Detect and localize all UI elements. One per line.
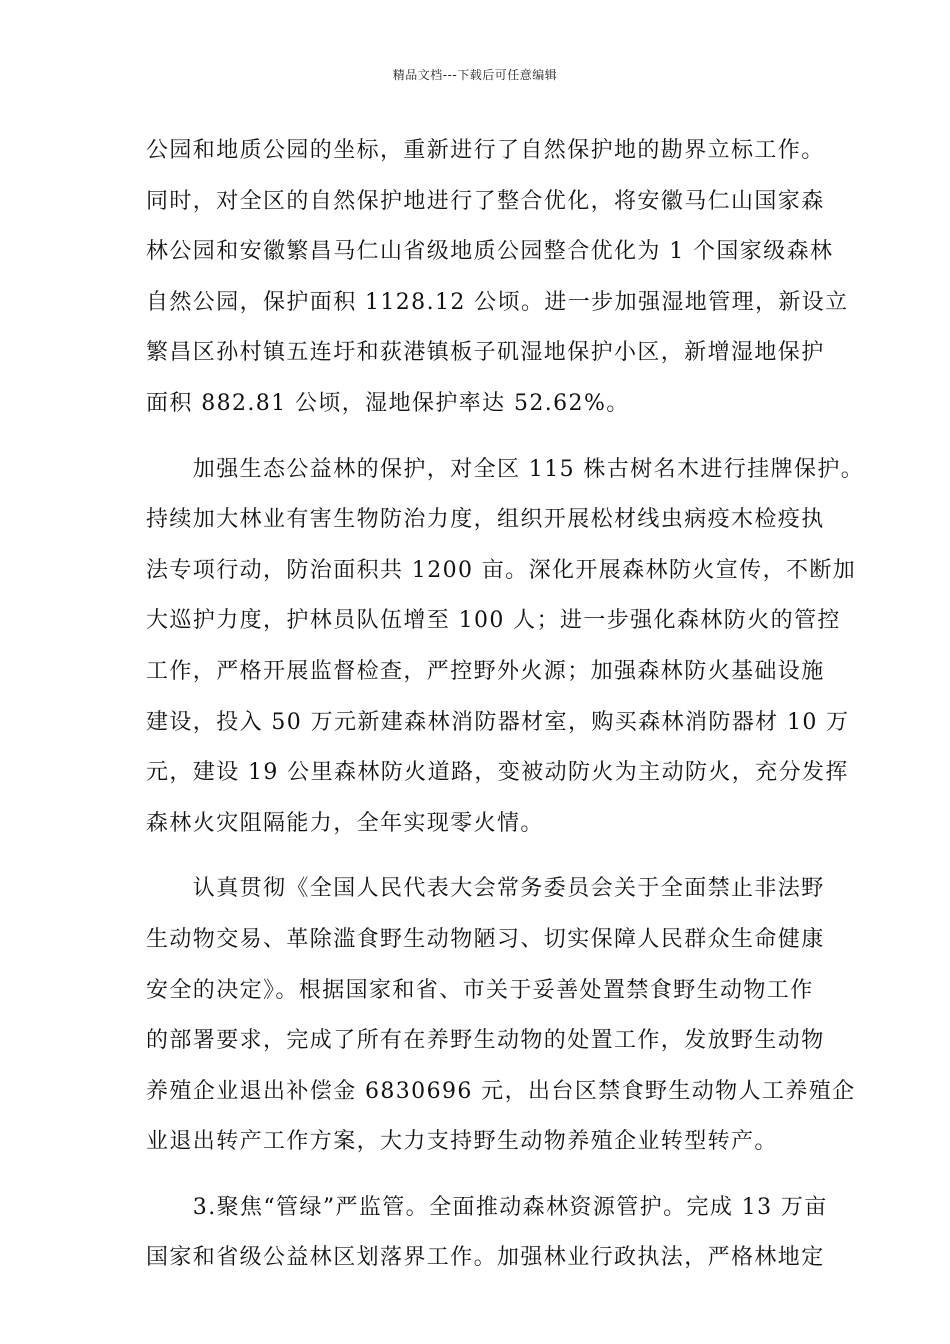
text-line: 自然公园，保护面积 1128.12 公顷。进一步加强湿地管理，新设立 — [146, 289, 849, 315]
text-line: 认真贯彻《全国人民代表大会常务委员会关于全面禁止非法野 — [146, 876, 825, 902]
text-line: 大巡护力度，护林员队伍增至 100 人；进一步强化森林防火的管控 — [146, 608, 841, 634]
text-line: 国家和省级公益林区划落界工作。加强林业行政执法，严格林地定 — [146, 1245, 825, 1271]
text-line: 持续加大林业有害生物防治力度，组织开展松材线虫病疫木检疫执 — [146, 507, 825, 533]
text-line: 森林火灾阻隔能力，全年实现零火情。 — [146, 810, 544, 836]
text-line: 加强生态公益林的保护，对全区 115 株古树名木进行挂牌保护。 — [146, 456, 865, 482]
text-line: 业退出转产工作方案，大力支持野生动物养殖企业转型转产。 — [146, 1129, 778, 1155]
document-body — [146, 126, 865, 1284]
text-line: 安全的决定》。根据国家和省、市关于妥善处置禁食野生动物工作 — [146, 977, 814, 1003]
text-line: 法专项行动，防治面积共 1200 亩。深化开展森林防火宣传，不断加 — [146, 557, 857, 583]
text-line: 繁昌区孙村镇五连圩和荻港镇板子矶湿地保护小区，新增湿地保护 — [146, 340, 825, 366]
page-header: 精品文档---下载后可任意编辑 — [392, 68, 558, 82]
text-line: 公园和地质公园的坐标，重新进行了自然保护地的勘界立标工作。 — [146, 138, 825, 163]
text-line: 3.聚焦“管绿”严监管。全面推动森林资源管护。完成 13 万亩 — [146, 1194, 828, 1220]
text-line: 工作，严格开展监督检查，严控野外火源；加强森林防火基础设施 — [146, 658, 825, 684]
text-line: 同时，对全区的自然保护地进行了整合优化，将安徽马仁山国家森 — [146, 188, 825, 214]
text-line: 生动物交易、革除滥食野生动物陋习、切实保障人民群众生命健康 — [146, 926, 825, 952]
text-line: 的部署要求，完成了所有在养野生动物的处置工作，发放野生动物 — [146, 1028, 825, 1054]
text-line: 面积 882.81 公顷，湿地保护率达 52.62%。 — [146, 390, 630, 416]
text-line: 林公园和安徽繁昌马仁山省级地质公园整合优化为 1 个国家级森林 — [146, 239, 834, 265]
text-line: 元，建设 19 公里森林防火道路，变被动防火为主动防火，充分发挥 — [146, 760, 849, 786]
text-line: 建设，投入 50 万元新建森林消防器材室，购买森林消防器材 10 万 — [146, 709, 850, 735]
text-line: 养殖企业退出补偿金 6830696 元，出台区禁食野生动物人工养殖企 — [146, 1078, 856, 1104]
